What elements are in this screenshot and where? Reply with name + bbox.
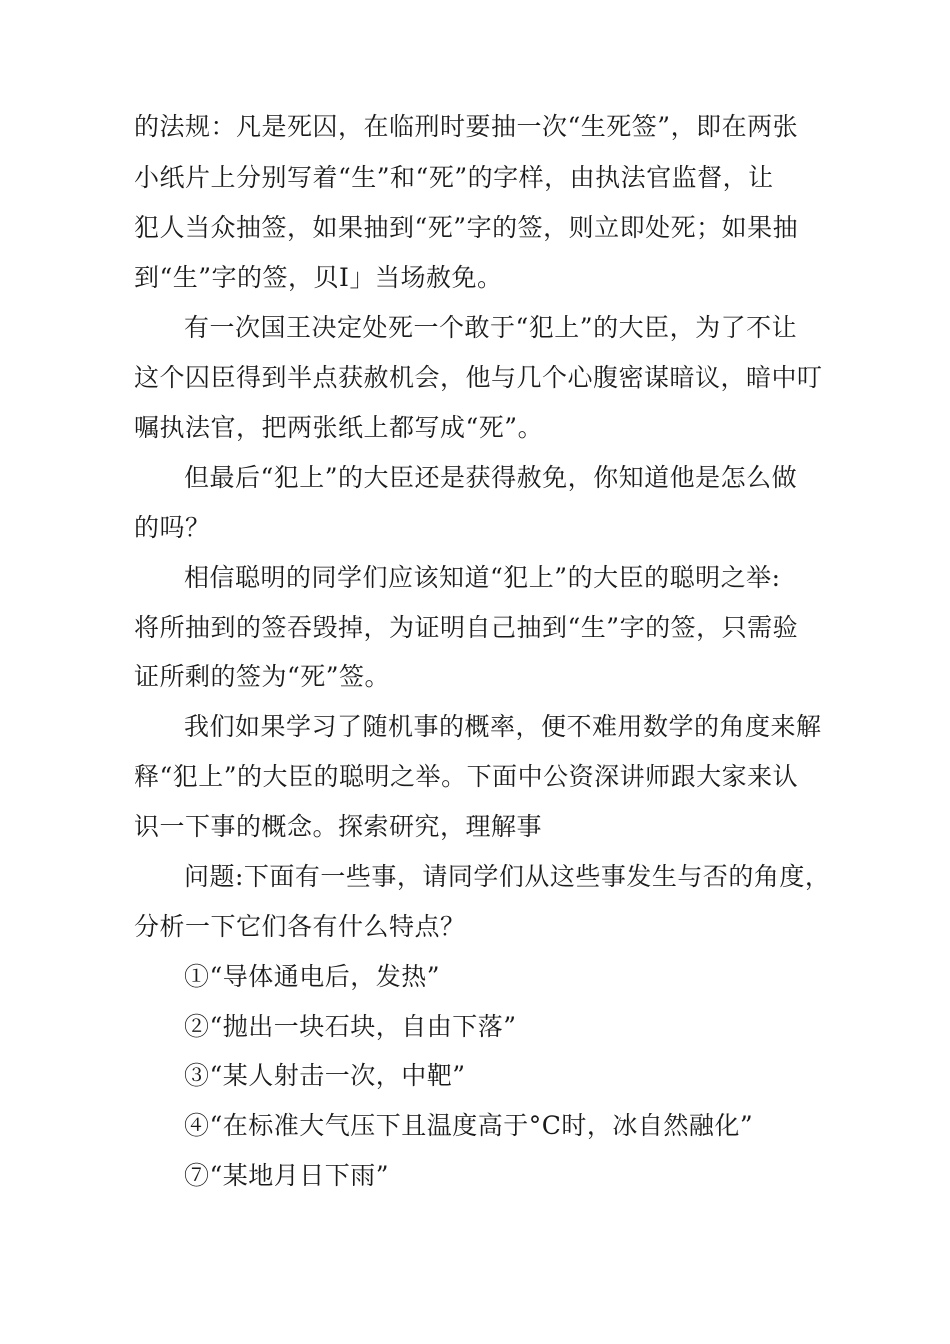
list-item-1: ①“导体通电后，发热” [184,962,441,991]
list-item-3: ③“某人射击一次，中靶” [184,1061,466,1090]
text-line-3: 犯人当众抽签，如果抽到“死”字的签，则立即处死；如果抽 [134,213,799,242]
list-item-2: ②“抛出一块石块，自由下落” [184,1012,517,1041]
text-line-6: 这个囚臣得到半点获赦机会，他与几个心腹密谋暗议，暗中叮 [134,363,823,392]
text-line-4: 到“生”字的签，贝I」当场赦免。 [134,263,503,292]
text-line-1: 的法规：凡是死囚，在临刑时要抽一次“生死签”，即在两张 [134,112,799,141]
text-line-9: 的吗？ [134,513,211,542]
text-line-15: 识一下事的概念。探索研究，理解事 [134,812,543,841]
text-line-16: 问题:下面有一些事，请同学们从这些事发生与否的角度， [184,862,831,891]
text-line-17: 分析一下它们各有什么特点？ [134,912,466,941]
text-line-2: 小纸片上分别写着“生”和“死”的字样，由执法官监督，让 [134,163,774,192]
text-line-14: 释“犯上”的大臣的聪明之举。下面中公资深讲师跟大家来认 [134,762,799,791]
text-line-10: 相信聪明的同学们应该知道“犯上”的大臣的聪明之举: [184,563,781,592]
text-line-8: 但最后“犯上”的大臣还是获得赦免，你知道他是怎么做 [184,463,798,492]
text-line-13: 我们如果学习了随机事的概率，便不难用数学的角度来解 [184,712,822,741]
text-line-11: 将所抽到的签吞毁掉，为证明自己抽到“生”字的签，只需验 [134,613,799,642]
text-line-12: 证所剩的签为“死”签。 [134,662,391,691]
list-item-5: ⑦“某地月日下雨” [184,1161,390,1190]
text-line-7: 嘱执法官，把两张纸上都写成“死”。 [134,413,544,442]
list-item-4: ④“在标准大气压下且温度高于°C时，冰自然融化” [184,1111,754,1140]
text-line-5: 有一次国王决定处死一个敢于“犯上”的大臣，为了不让 [184,313,798,342]
